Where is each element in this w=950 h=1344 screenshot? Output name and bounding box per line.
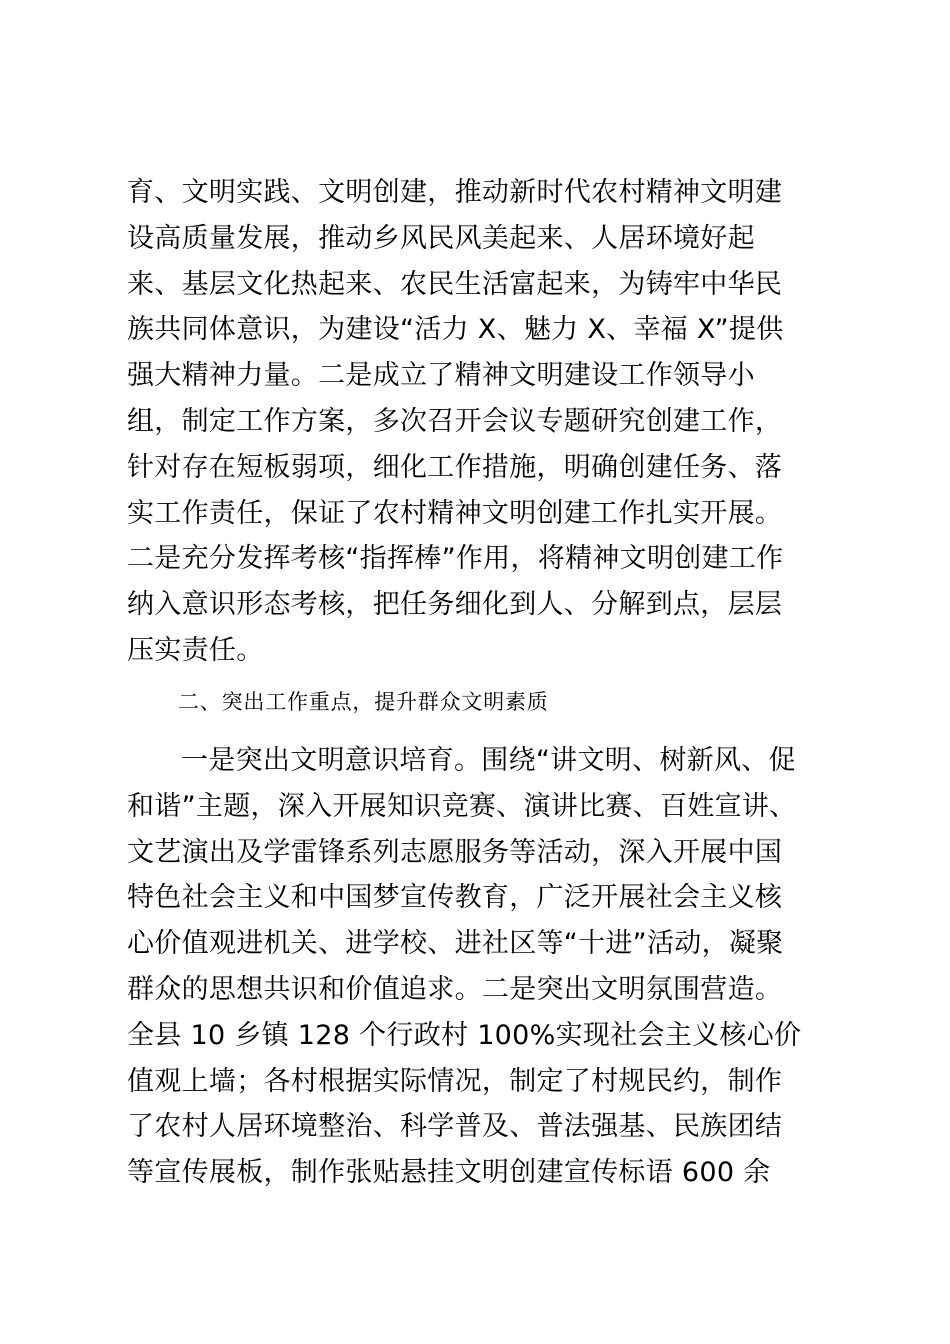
paragraph-2 (127, 738, 847, 1196)
paragraph-line: 二是充分发挥考核“指挥棒”作用，将精神文明创建工作 (127, 543, 784, 575)
paragraph-line: 了农村人居环境整治、科学普及、普法强基、民族团结 (127, 1111, 783, 1143)
paragraph-line: 育、文明实践、文明创建，推动新时代农村精神文明建 (127, 177, 783, 208)
paragraph-line: 心价值观进机关、进学校、进社区等“十进”活动，凝聚 (127, 928, 784, 960)
paragraph-line: 群众的思想共识和价值追求。二是突出文明氛围营造。 (127, 973, 783, 1005)
paragraph-line: 值观上墙；各村根据实际情况，制定了村规民约，制作 (127, 1065, 783, 1097)
paragraph-line: 特色社会主义和中国梦宣传教育，广泛开展社会主义核 (127, 882, 783, 914)
paragraph-line: 组，制定工作方案，多次召开会议专题研究创建工作， (127, 405, 783, 437)
paragraph-line: 强大精神力量。二是成立了精神文明建设工作领导小 (127, 360, 755, 392)
paragraph-line: 一是突出文明意识培育。围绕“讲文明、树新风、促 (181, 745, 796, 776)
paragraph-1 (127, 170, 847, 674)
paragraph-line: 族共同体意识，为建设“活力 X、魅力 X、幸福 X”提供 (127, 314, 784, 346)
paragraph-line: 设高质量发展，推动乡风民风美起来、人居环境好起 (127, 222, 755, 254)
paragraph-line: 等宣传展板，制作张贴悬挂文明创建宣传标语 600 余 (127, 1157, 771, 1189)
paragraph-line: 和谐”主题，深入开展知识竞赛、演讲比赛、百姓宣讲、 (127, 790, 797, 822)
paragraph-line: 针对存在短板弱项，细化工作措施，明确创建任务、落 (127, 451, 783, 483)
paragraph-line: 全县 10 乡镇 128 个行政村 100%实现社会主义核心价 (127, 1019, 802, 1051)
paragraph-line: 压实责任。 (127, 634, 264, 666)
paragraph-line: 文艺演出及学雷锋系列志愿服务等活动，深入开展中国 (127, 836, 783, 868)
paragraph-line: 来、基层文化热起来、农民生活富起来，为铸牢中华民 (127, 268, 783, 300)
paragraph-line: 实工作责任，保证了农村精神文明创建工作扎实开展。 (127, 497, 783, 529)
paragraph-line: 纳入意识形态考核，把任务细化到人、分解到点，层层 (127, 589, 783, 621)
section-heading: 二、突出工作重点，提升群众文明素质 (178, 690, 549, 714)
